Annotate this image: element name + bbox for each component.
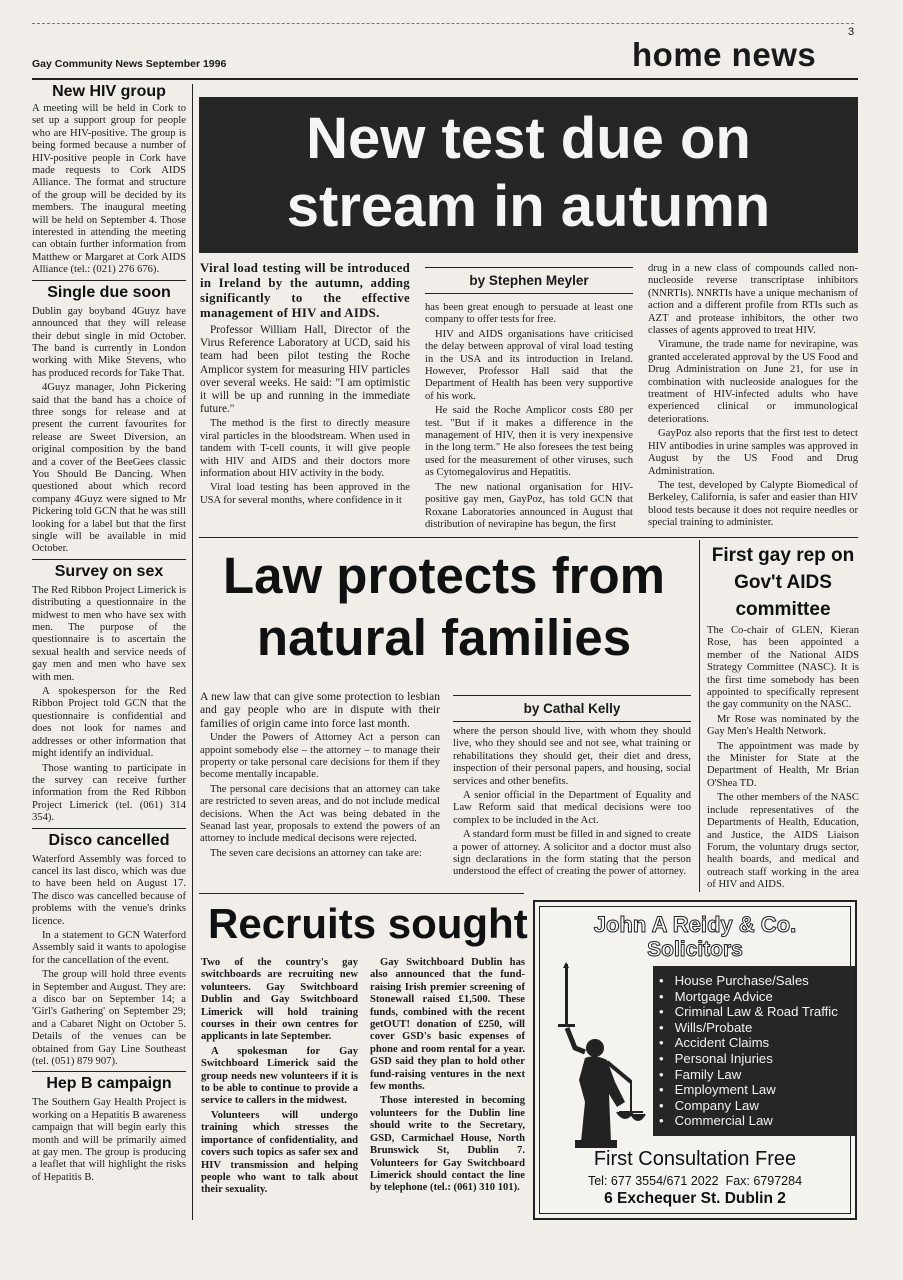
lady-justice-icon	[545, 962, 655, 1152]
advert-service-item: • Family Law	[659, 1066, 742, 1082]
advert-services-box	[653, 966, 855, 1136]
brief-disco-cancelled	[32, 832, 186, 1069]
brief-title: Single due soon	[47, 283, 171, 301]
publication-line: Gay Community News September 1996	[32, 58, 227, 70]
main-headline-box	[199, 97, 858, 253]
brief-new-hiv-group	[32, 83, 186, 277]
brief-title: Hep B campaign	[46, 1075, 172, 1093]
brief-title: Disco cancelled	[48, 831, 170, 849]
masthead-rule	[32, 78, 858, 80]
advert-address: 6 Exchequer St. Dublin 2	[604, 1190, 786, 1207]
story-paragraph: drug in a new class of compounds called non-nucleoside reverse transcriptase inhibitors (NNRTIs). NNRTIs have a unique mechanism of action and a different profile from RTIs such as AZT and protease inhibitors, the other two classes of agents approved to treat HIV.	[648, 263, 858, 337]
brief-single-due-soon	[32, 284, 186, 556]
story-paragraph: where the person should live, with whom they should live, who they should see and not see, what training or rehabilitations they should get, their diet and dress, inspection of their personal papers, and housing, social services and other benefits.	[453, 726, 691, 787]
brief-paragraph: A spokesperson for the Red Ribbon Project told GCN that the questionnaire is confidential and does not look for names and addresses or other information that might identify an individual.	[32, 686, 186, 760]
brief-paragraph: The group will hold three events in September and August. They are: a disco bar on September 14; a 'Girl's Gathering' on September 29; and a Cabaret Night on October 5. Details of the venues can be obtained from Gay Line Southeast (tel. (051) 879 907).	[32, 969, 186, 1068]
advert-tagline: First Consultation Free	[593, 1148, 797, 1170]
story-paragraph: Those interested in becoming volunteers for the Dublin line should write to the Secretary, GSD, Carmichael House, North Brunswick St, Dublin 7. Volunteers for Gay Switchboard Limerick should contact the line by telephone (tel.: (061) 310 101).	[370, 1095, 525, 1194]
advert-firm-subtitle: Solicitors	[647, 938, 743, 961]
advert-service-item: • Mortgage Advice	[659, 988, 773, 1004]
advert-service-label: Wills/Probate	[674, 1019, 753, 1035]
section-divider	[199, 893, 524, 894]
story-paragraph: Gay Switchboard Dublin has also announced that the fund-raising Irish premier screening of Stonewall raised £1,500. These funds, combined with the recent getOUT! donation of £250, will cover GSD's basic expenses of phone and room rental for a year. GSD said they plan to hold other fund-raising ventures in the next few months.	[370, 957, 525, 1093]
advert-service-item: • Employment Law	[659, 1082, 776, 1098]
brief-paragraph: Waterford Assembly was forced to cancel its last disco, which was due to have been held on August 17. The disco was cancelled because of problems with the venue's drinks licence.	[32, 853, 186, 927]
advert-service-item: • Accident Claims	[659, 1035, 770, 1051]
advert-service-label: Family Law	[674, 1066, 742, 1082]
main-story-col1	[200, 261, 410, 509]
advert-service-label: House Purchase/Sales	[674, 973, 809, 988]
story-paragraph: Viramune, the trade name for nevirapine, was granted accelerated approval by the US Food and Drug Administration on June 21, for use in combination with nucleoside analogues for the treatment of HIV-infected adults who have experienced clinical or immunological deteriorations.	[648, 339, 858, 425]
law-story-col1	[200, 690, 440, 862]
advert-service-label: Employment Law	[674, 1082, 776, 1098]
law-headline-line2: natural families	[256, 609, 632, 666]
top-dashed-rule	[32, 23, 854, 24]
main-story-col2	[425, 267, 633, 533]
story-paragraph: The appointment was made by the Minister for State at the Department of Health, Mr Brian O'Shea TD.	[707, 740, 859, 789]
advert-service-label: Company Law	[674, 1097, 759, 1113]
advert-service-label: Mortgage Advice	[674, 988, 773, 1004]
brief-paragraph: In a statement to GCN Waterford Assembly said it wants to apologise for the cancellation of the event.	[32, 929, 186, 966]
brief-paragraph: The Red Ribbon Project Limerick is distributing a questionnaire in the midwest to men who have sex with men. The purpose of the questionnaire is to ascertain the sexual health and service needs of gay men and men who have sex with men.	[32, 584, 186, 683]
advert-service-label: Criminal Law & Road Traffic	[674, 1004, 838, 1020]
sidebar-column-rule	[192, 84, 193, 1220]
story-paragraph: A senior official in the Department of Equality and Law Reform said that medical decisions were too complex to be included in the Act.	[453, 790, 691, 826]
advert-service-item: • Criminal Law & Road Traffic	[659, 1004, 838, 1020]
advert-service-item: • Personal Injuries	[659, 1050, 773, 1066]
advert-firm-name: John A Reidy & Co.	[593, 912, 797, 937]
brief-paragraph: A meeting will be held in Cork to set up a support group for people who are HIV-positive. The group is being formed because a number of HIV-positive people in Cork have made requests to Cork AIDS Alliance. The format and structure of the group will be decided by its members. The inaugural meeting will be held on September 4. Those interested in attending the meeting can obtain further information from Matthew or Margaret at Cork AIDS Alliance (tel.: (021) 276 676).	[32, 103, 186, 276]
advert-services-list	[653, 966, 855, 1129]
main-headline-line1: New test due on	[306, 106, 751, 171]
brief-paragraph: Those wanting to participate in the survey can receive further information from the Red Ribbon Project Limerick (tel. (061) 314 354).	[32, 762, 186, 824]
main-lead: Viral load testing will be introduced in Ireland by the autumn, adding significantly to the effective management of HIV and AIDS.	[200, 261, 410, 320]
story-paragraph: The personal care decisions that an attorney can take are restricted to seven areas, and do not include medical decisions. When the Act was being debated in the Seanad last year, proposals to extend the powers of an attorney to include medical decisons were rejected.	[200, 783, 440, 845]
law-story-col2	[453, 695, 691, 881]
page-number: 3	[848, 26, 855, 38]
story-paragraph: Mr Rose was nominated by the Gay Men's Health Network.	[707, 713, 859, 738]
story-paragraph: Viral load testing has been approved in the USA for several months, where confidence in it	[200, 482, 410, 506]
rep-story	[707, 542, 859, 894]
advert-service-item: • Company Law	[659, 1097, 759, 1113]
brief-paragraph: Dublin gay boyband 4Guyz have announced that they will release their debut single in mid October. The band is currently in London working with Mike Stevens, who has produced records for Take That.	[32, 305, 186, 379]
brief-divider	[32, 1071, 186, 1072]
recruits-headline: Recruits sought	[208, 900, 528, 947]
brief-hep-b-campaign	[32, 1075, 186, 1184]
story-paragraph: HIV and AIDS organisations have criticised the delay between approval of viral load testing in the USA and its introduction in Ireland. However, Professor Hall said that the Department of Health has been very supportive of his work.	[425, 328, 633, 402]
story-paragraph: The seven care decisions an attorney can take are:	[210, 847, 422, 859]
story-paragraph: Professor William Hall, Director of the Virus Reference Laboratory at UCD, said his team had been pilot testing the Roche Amplicor system for measuring HIV particles over several weeks. He said: "I am optimistic it will be up and running in the immediate future."	[200, 324, 410, 416]
solicitor-advert[interactable]	[533, 900, 857, 1220]
advert-service-item: • Commercial Law	[659, 1113, 773, 1129]
brief-divider	[32, 828, 186, 829]
story-paragraph: Volunteers will undergo training which stresses the importance of confidentiality, and covers such topics as safer sex and HIV transmission and helping people who want to talk about their sexuality.	[201, 1109, 358, 1196]
story-paragraph: He said the Roche Amplicor costs £80 per test. "But if it makes a difference in the management of HIV, then it is very inexpensive in the long term." He also foresees the test being used for the measurement of other viruses, such as Cytomegalovirus and Hepatitis.	[425, 405, 633, 479]
section-title: home news	[632, 36, 817, 73]
story-paragraph: GayPoz also reports that the first test to detect HIV antibodies in urine samples was approved in August by the US Food and Drug Administration.	[648, 428, 858, 477]
story-paragraph: A standard form must be filled in and signed to create a power of attorney. A solicitor and a doctor must also sign declarations in the form stating that the person understood the effect of creating the power of attorney.	[453, 829, 691, 878]
law-byline: by Cathal Kelly	[453, 695, 691, 722]
brief-divider	[32, 280, 186, 281]
sidebar	[32, 82, 186, 1222]
story-paragraph: The new national organisation for HIV-positive gay men, GayPoz, has told GCN that Roxane Laboratories announced in August that distribution of nevirapine has begun, the first	[425, 481, 633, 530]
section-divider	[199, 537, 858, 538]
story-paragraph: A spokesman for Gay Switchboard Limerick said the group needs new volunteers if it is to be able to continue to provide a service to callers in the midwest.	[201, 1045, 358, 1107]
brief-survey-on-sex	[32, 563, 186, 825]
advert-service-label: Personal Injuries	[674, 1050, 773, 1066]
law-headline	[199, 545, 689, 669]
main-headline-line2: stream in autumn	[286, 174, 771, 239]
story-paragraph: The other members of the NASC include representatives of the Departments of Health, Education, and Justice, the AIDS Liaison Forum, the voluntary drugs sector, health boards, and medical and outreach staff working in the area of HIV and AIDS.	[707, 792, 859, 891]
main-story-col3	[648, 263, 858, 532]
main-byline: by Stephen Meyler	[425, 267, 633, 294]
rep-headline: First gay rep on Gov't AIDS committee	[711, 545, 855, 620]
recruits-col1	[201, 957, 358, 1199]
story-paragraph: The test, developed by Calypte Biomedical of Berkeley, California, is safer and easier than HIV blood tests because it does not require needles or special training to administer.	[648, 479, 858, 529]
recruits-col2	[370, 957, 525, 1197]
story-paragraph: The method is the first to directly measure viral particles in the bloodstream. When used in tandem with T-cell counts, it will give people with HIV and AIDS and their doctors more information about HIV activity in the body.	[200, 418, 410, 480]
story-paragraph: has been great enough to persuade at least one company to offer tests for free.	[425, 302, 633, 326]
advert-service-item: • Wills/Probate	[659, 1019, 753, 1035]
law-column-rule	[699, 540, 700, 892]
story-paragraph: The Co-chair of GLEN, Kieran Rose, has been appointed a member of the National AIDS Strategy Committee (NASC). It is the first time somebody has been appointed to specifically represent the gay community on the NASC.	[707, 625, 859, 711]
law-headline-line1: Law protects from	[222, 547, 666, 604]
story-paragraph: A new law that can give some protection to lesbian and gay people who are in dispute with their families of origin came into force last month.	[200, 690, 440, 730]
story-paragraph: Under the Powers of Attorney Act a person can appoint somebody else – the attorney – to manage their property or take personal care decisions for them if they become mentally incapable.	[200, 732, 440, 781]
advert-phone: Tel: 677 3554/671 2022 Fax: 6797284	[587, 1174, 803, 1188]
story-paragraph: Two of the country's gay switchboards are recruiting new volunteers. Gay Switchboard Dublin and Gay Switchboard Limerick will hold training courses in their own centres for applicants in late September.	[201, 957, 358, 1043]
advert-service-label: Accident Claims	[674, 1035, 770, 1051]
brief-title: Survey on sex	[54, 562, 164, 580]
advert-service-label: Commercial Law	[674, 1113, 773, 1129]
brief-paragraph: 4Guyz manager, John Pickering said that the band has a choice of three songs for release and at present the current favourites for release are Sweet Diversion, an original composition by the band and a cover of the BeeGees classic You Should Be Dancing. When questioned about which record company 4Guyz were signed to Mr Pickering told GCN that he was still looking for a label but that the first single will be available in mid October.	[32, 382, 186, 555]
brief-divider	[32, 559, 186, 560]
brief-paragraph: The Southern Gay Health Project is working on a Hepatitis B awareness campaign that will begin early this month and will be primarily aimed at gay men. The group is producing a leaflet that will highlight the risks of Hepatitis B.	[32, 1097, 186, 1183]
brief-title: New HIV group	[52, 83, 166, 100]
advert-service-item: • House Purchase/Sales	[659, 973, 809, 988]
